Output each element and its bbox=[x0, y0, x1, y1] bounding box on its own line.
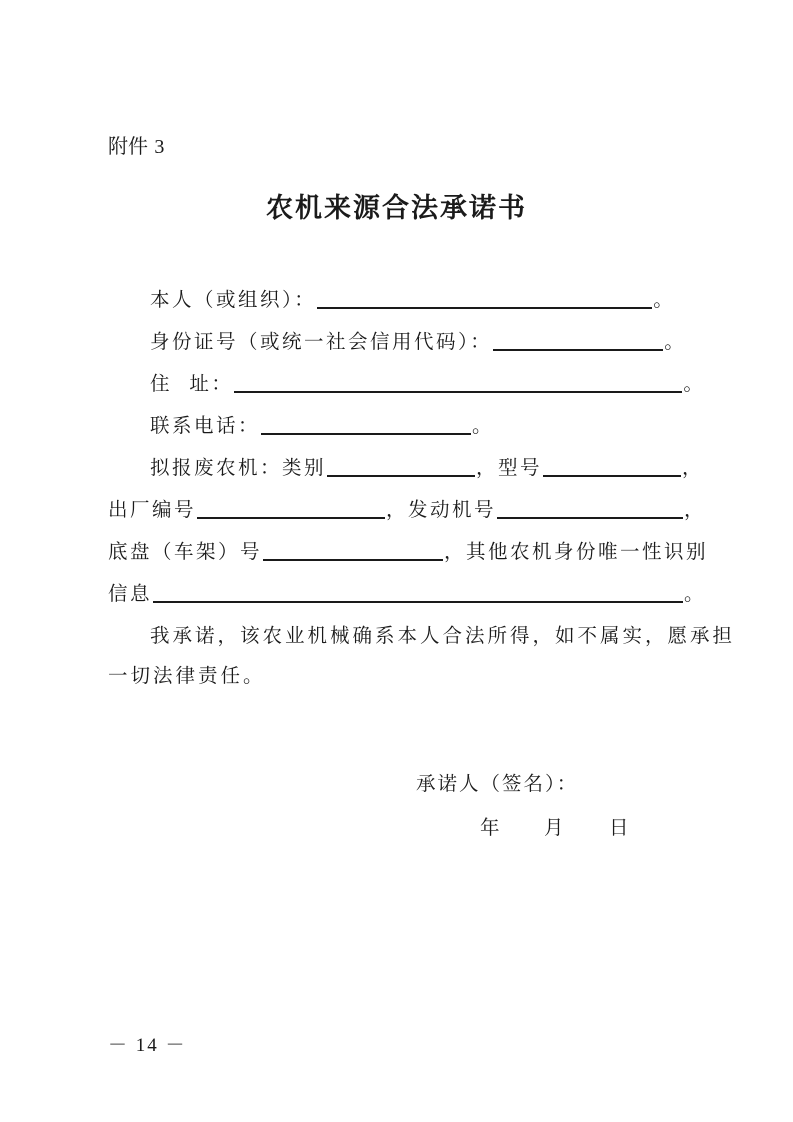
other-label: ，其他农机身份唯一性识别 bbox=[444, 540, 709, 563]
date-day: 日 bbox=[609, 816, 632, 839]
id-label: 身份证号（或统一社会信用代码）： bbox=[150, 330, 493, 353]
date-year: 年 bbox=[480, 816, 503, 839]
address-blank[interactable] bbox=[234, 369, 682, 393]
signature-label: 承诺人（签名）： bbox=[416, 772, 579, 795]
id-blank[interactable] bbox=[493, 327, 663, 351]
owner-line bbox=[150, 282, 675, 312]
pledge-line-1: 我承诺，该农业机械确系本人合法所得，如不属实，愿承担 bbox=[150, 624, 736, 647]
factory-blank[interactable] bbox=[197, 495, 385, 519]
owner-end: 。 bbox=[653, 288, 676, 311]
info-line bbox=[108, 576, 706, 606]
model-end: ， bbox=[682, 456, 705, 479]
engine-end: ， bbox=[684, 498, 707, 521]
chassis-line bbox=[108, 534, 708, 564]
category-blank[interactable] bbox=[327, 453, 475, 477]
model-blank[interactable] bbox=[543, 453, 681, 477]
address-label: 住 址： bbox=[150, 372, 234, 395]
date-month: 月 bbox=[544, 816, 567, 839]
engine-blank[interactable] bbox=[497, 495, 683, 519]
engine-label: ，发动机号 bbox=[386, 498, 497, 521]
owner-blank[interactable] bbox=[317, 285, 652, 309]
document-title: 农机来源合法承诺书 bbox=[266, 193, 527, 224]
machine-label: 拟报废农机：类别 bbox=[150, 456, 327, 479]
address-end: 。 bbox=[683, 372, 706, 395]
phone-blank[interactable] bbox=[261, 411, 471, 435]
owner-label: 本人（或组织）： bbox=[150, 288, 317, 311]
id-end: 。 bbox=[664, 330, 687, 353]
phone-line bbox=[150, 408, 494, 438]
info-blank[interactable] bbox=[153, 579, 683, 603]
phone-label: 联系电话： bbox=[150, 414, 261, 437]
pledge-line-2: 一切法律责任。 bbox=[108, 664, 266, 687]
model-label: ，型号 bbox=[476, 456, 543, 479]
attachment-label bbox=[108, 130, 164, 159]
info-end: 。 bbox=[684, 582, 707, 605]
attachment-prefix: 附件 bbox=[108, 134, 148, 158]
attachment-number: 3 bbox=[154, 136, 165, 158]
chassis-blank[interactable] bbox=[263, 537, 443, 561]
chassis-label: 底盘（车架）号 bbox=[108, 540, 263, 563]
address-line bbox=[150, 366, 705, 396]
machine-line bbox=[150, 450, 704, 480]
factory-line bbox=[108, 492, 706, 522]
phone-end: 。 bbox=[472, 414, 495, 437]
id-line bbox=[150, 324, 686, 354]
info-label: 信息 bbox=[108, 582, 153, 605]
factory-label: 出厂编号 bbox=[108, 498, 197, 521]
page-number: － 14 － bbox=[108, 1035, 187, 1056]
